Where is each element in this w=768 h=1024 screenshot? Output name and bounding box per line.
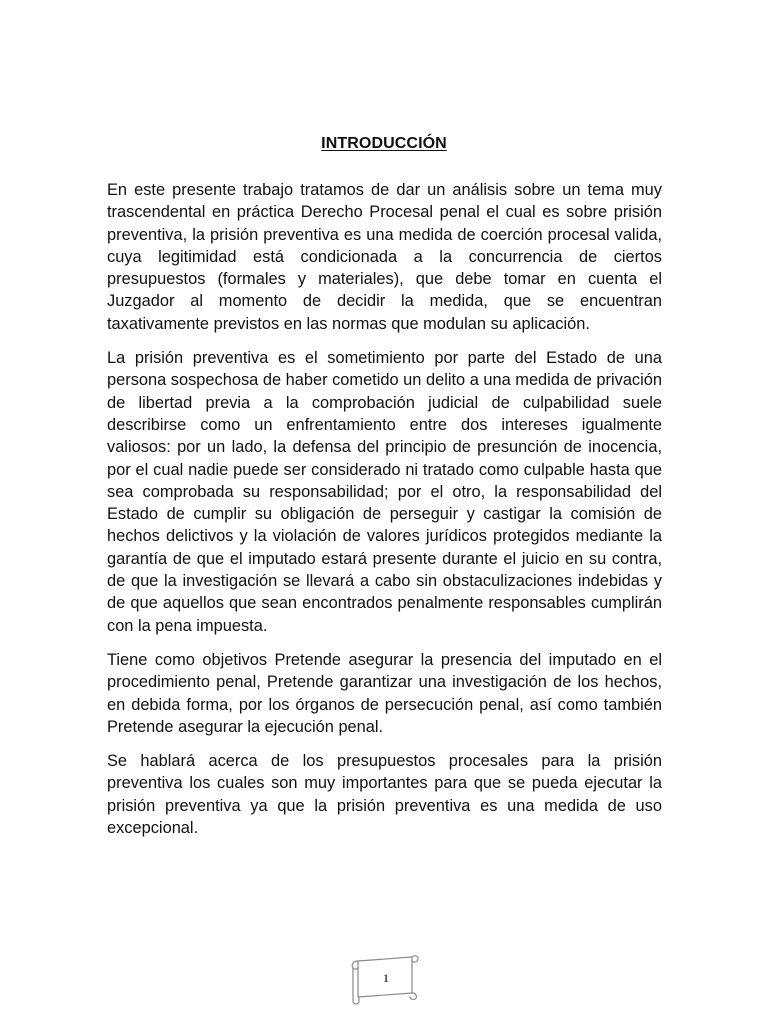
paragraph-1: En este presente trabajo tratamos de dar un análisis sobre un tema muy trascendental en práctica Derecho Procesal penal el cual es sobre prisión preventiva, la prisión preventiva es una medida de coerción procesal valida, cuya legitimidad está condicionada a la concurrencia de ciertos presupuestos (formales y materiales), que debe tomar en cuenta el Juzgador al momento de decidir la medida, que se encuentran taxativamente previstos en las normas que modulan su aplicación. (107, 181, 662, 333)
paragraph-4: Se hablará acerca de los presupuestos procesales para la prisión preventiva los cuales son muy importantes para que se pueda ejecutar la prisión preventiva ya que la prisión preventiva es una medida de uso excepcional. (107, 752, 662, 838)
paragraph-3: Tiene como objetivos Pretende asegurar la presencia del imputado en el procedimiento penal, Pretende garantizar una investigación de los hechos, en debida forma, por los órganos de persecución penal, así como también Pretende asegurar la ejecución penal. (107, 650, 662, 736)
page-number-footer (346, 951, 422, 1007)
page-title: INTRODUCCIÓN (321, 135, 447, 152)
document-body (107, 179, 662, 851)
paragraph-2: La prisión preventiva es el sometimiento por parte del Estado de una persona sospechosa de haber cometido un delito a una medida de privación de libertad previa a la comprobación judicial de culpabilidad suele describirse como un enfrentamiento entre dos intereses igualmente valiosos: por un lado, la defensa del principio de presunción de inocencia, por el cual nadie puede ser considerado ni tratado como culpable hasta que sea comprobada su responsabilidad; por el otro, la responsabilidad del Estado de cumplir su obligación de perseguir y castigar la comisión de hechos delictivos y la violación de valores jurídicos protegidos mediante la garantía de que el imputado estará presente durante el juicio en su contra, de que la investigación se llevará a cabo sin obstaculizaciones indebidas y de que aquellos que sean encontrados penalmente responsables cumplirán con la pena impuesta. (107, 349, 662, 635)
page-number: 1 (383, 971, 389, 985)
